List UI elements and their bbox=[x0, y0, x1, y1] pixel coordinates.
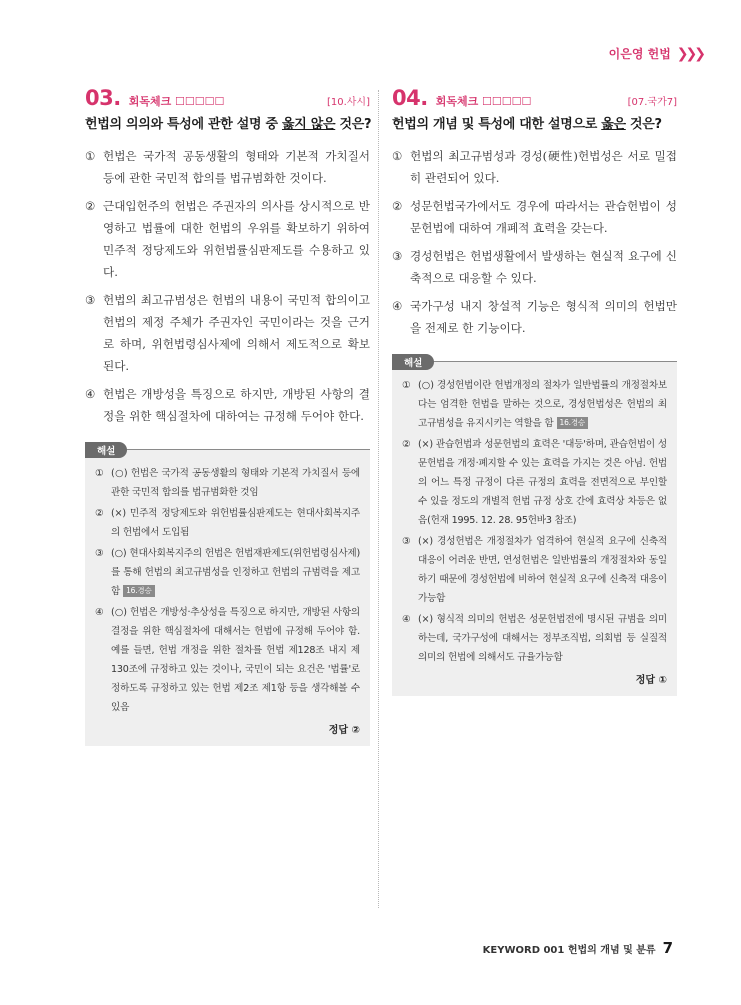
option-text: 근대입헌주의 헌법은 주권자의 의사를 상시적으로 반영하고 법률에 대한 헌법의 우위를 확보하기 위하여 민주적 정당제도와 위헌법률심판제도를 수용하고 있다. bbox=[103, 199, 370, 279]
option-marker: ② bbox=[392, 199, 403, 213]
title-text-end: 것은? bbox=[335, 117, 372, 132]
explanation-text: (×) 민주적 정당제도와 위헌법률심판제도는 현대사회복지주의 헌법에서 도입됨 bbox=[111, 508, 360, 538]
option-list bbox=[392, 145, 677, 339]
option-item bbox=[392, 145, 677, 189]
running-header bbox=[609, 45, 703, 62]
explanation-item bbox=[402, 610, 667, 667]
title-text: 헌법의 개념 및 특성에 대한 설명으로 bbox=[392, 117, 602, 132]
running-footer bbox=[483, 939, 673, 957]
explanation-box bbox=[85, 446, 370, 746]
exam-source-tag: 16.경승 bbox=[557, 417, 588, 429]
option-text: 성문헌법국가에서도 경우에 따라서는 관습헌법이 성문헌법에 대하여 개폐적 효력을 갖는다. bbox=[410, 199, 677, 235]
option-text: 국가구성 내지 창설적 기능은 형식적 의미의 헌법만을 전제로 한 기능이다. bbox=[410, 299, 677, 335]
explanation-marker: ② bbox=[95, 508, 104, 519]
explanation-text: (×) 형식적 의미의 헌법은 성문헌법전에 명시된 규범을 의미하는데, 국가구성에 대해서는 정부조직법, 의회법 등 실질적 의미의 헌법에 의해서도 규율가능함 bbox=[418, 614, 667, 663]
option-marker: ④ bbox=[85, 387, 96, 401]
review-check: 회독체크 ☐☐☐☐☐ bbox=[435, 95, 532, 108]
explanation-label: 해설 bbox=[392, 354, 434, 370]
page-number: 7 bbox=[662, 939, 673, 957]
option-item bbox=[85, 145, 370, 189]
option-marker: ④ bbox=[392, 299, 403, 313]
explanation-text: (○) 헌법은 국가적 공동생활의 형태와 기본적 가치질서 등에 관한 국민적 합의를 법규범화한 것임 bbox=[111, 468, 360, 498]
answer: 정답 ① bbox=[635, 675, 667, 686]
option-marker: ① bbox=[392, 149, 403, 163]
explanation-text: (×) 관습헌법과 성문헌법의 효력은 '대등'하며, 관습헌법이 성문헌법을 개정·폐지할 수 있는 효력을 가지는 것은 아님. 헌법의 어느 특정 규정이 다른 규정의 효력을 전면적으로 부인할 수 있을 정도의 개별적 헌법 규정 상호 간에 효력상 차등은 없음(헌재 1995. 12. 28. 95헌바3 참조) bbox=[418, 439, 667, 526]
option-text: 헌법의 최고규범성은 헌법의 내용이 국민적 합의이고 헌법의 제정 주체가 주권자인 국민이라는 것을 근거로 하며, 위헌법령심사제에 의해서 제도적으로 확보된다. bbox=[103, 293, 370, 373]
explanation-item bbox=[402, 376, 667, 433]
explanation-list bbox=[402, 376, 667, 667]
option-item bbox=[392, 245, 677, 289]
explanation-text: (○) 경성헌법이란 헌법개정의 절차가 일반법률의 개정절차보다는 엄격한 헌법을 말하는 것으로, 경성헌법성은 헌법의 최고규범성을 유지시키는 역할을 함 bbox=[418, 380, 667, 429]
explanation-label: 해설 bbox=[85, 442, 127, 458]
explanation-item bbox=[95, 603, 360, 717]
column-divider bbox=[378, 90, 379, 908]
explanation-marker: ④ bbox=[402, 614, 411, 625]
question-source: [10.사시] bbox=[326, 97, 370, 108]
option-marker: ① bbox=[85, 149, 96, 163]
question-source: [07.국가7] bbox=[627, 97, 677, 108]
explanation-box bbox=[392, 358, 677, 696]
title-text: 헌법의 의의와 특성에 관한 설명 중 bbox=[85, 117, 282, 132]
option-text: 헌법의 최고규범성과 경성(硬性)헌법성은 서로 밀접히 관련되어 있다. bbox=[410, 149, 677, 185]
option-item bbox=[392, 195, 677, 239]
option-text: 헌법은 국가적 공동생활의 형태와 기본적 가치질서 등에 관한 국민적 합의를 법규범화한 것이다. bbox=[103, 149, 370, 185]
exam-source-tag: 16.경승 bbox=[123, 585, 154, 597]
option-marker: ② bbox=[85, 199, 96, 213]
option-item bbox=[85, 383, 370, 427]
question-header bbox=[85, 86, 370, 110]
option-marker: ③ bbox=[392, 249, 403, 263]
option-item bbox=[85, 289, 370, 377]
question-number: 03. bbox=[85, 86, 121, 110]
option-list bbox=[85, 145, 370, 427]
explanation-rule bbox=[432, 361, 677, 362]
explanation-item bbox=[95, 464, 360, 502]
question-title bbox=[392, 113, 677, 132]
explanation-item bbox=[402, 532, 667, 608]
title-text-end: 것은? bbox=[625, 117, 662, 132]
explanation-marker: ① bbox=[402, 380, 411, 391]
explanation-marker: ④ bbox=[95, 607, 104, 618]
review-check: 회독체크 ☐☐☐☐☐ bbox=[128, 95, 225, 108]
question-number: 04. bbox=[392, 86, 428, 110]
option-item bbox=[85, 195, 370, 283]
explanation-marker: ② bbox=[402, 439, 411, 450]
explanation-item bbox=[95, 544, 360, 601]
question-03 bbox=[85, 86, 370, 746]
question-title bbox=[85, 113, 370, 132]
question-header bbox=[392, 86, 677, 110]
option-marker: ③ bbox=[85, 293, 96, 307]
title-underlined: 옳지 않은 bbox=[281, 117, 336, 132]
option-text: 헌법은 개방성을 특징으로 하지만, 개방된 사항의 결정을 위한 핵심절차에 대하여는 규정해 두어야 한다. bbox=[103, 387, 370, 423]
option-text: 경성헌법은 헌법생활에서 발생하는 현실적 요구에 신축적으로 대응할 수 있다. bbox=[410, 249, 677, 285]
chevron-right-icon: ❯❯❯ bbox=[676, 45, 703, 62]
explanation-rule bbox=[125, 449, 370, 450]
explanation-list bbox=[95, 464, 360, 717]
header-title: 이은영 헌법 bbox=[608, 47, 671, 61]
explanation-item bbox=[95, 504, 360, 542]
explanation-marker: ① bbox=[95, 468, 104, 479]
question-04 bbox=[392, 86, 677, 696]
answer: 정답 ② bbox=[328, 725, 360, 736]
explanation-text: (×) 경성헌법은 개정절차가 엄격하여 현실적 요구에 신축적 대응이 어려운 반면, 연성헌법은 일반법률의 개정절차와 동일하기 때문에 경성헌법에 비하여 현실적 요구에 신축적 대응이 가능함 bbox=[418, 536, 667, 604]
explanation-marker: ③ bbox=[402, 536, 411, 547]
footer-keyword: KEYWORD 001 헌법의 개념 및 분류 bbox=[482, 945, 656, 956]
explanation-text: (○) 헌법은 개방성·추상성을 특징으로 하지만, 개방된 사항의 결정을 위한 핵심절차에 대해서는 헌법에 규정해 두어야 함. 예를 들면, 헌법 개정을 위한 절차를 헌법 제128조 내지 제130조에 규정하고 있는 것이나, 국민이 되는 요건은 '법률'로 정하도록 규정하고 있는 헌법 제2조 제1항 등을 생각해볼 수 있음 bbox=[111, 607, 360, 713]
explanation-item bbox=[402, 435, 667, 530]
explanation-marker: ③ bbox=[95, 548, 104, 559]
option-item bbox=[392, 295, 677, 339]
explanation-text: (○) 현대사회복지주의 헌법은 헌법재판제도(위헌법령심사제)를 통해 헌법의 최고규범성을 인정하고 헌법의 규범력을 제고함 bbox=[111, 548, 360, 597]
title-underlined: 옳은 bbox=[601, 117, 626, 132]
